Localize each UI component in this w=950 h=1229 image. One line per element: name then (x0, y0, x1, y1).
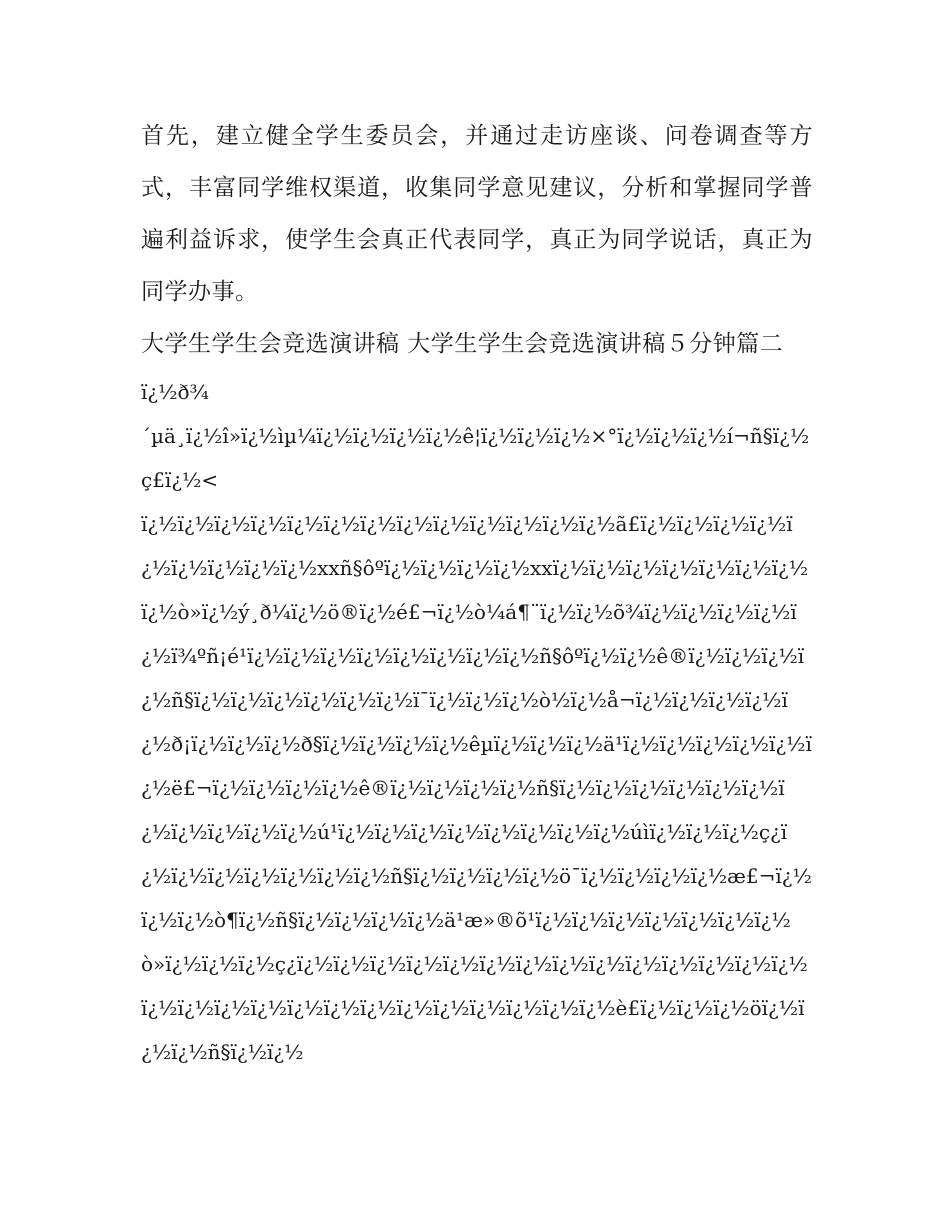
paragraph-text: 首先，建立健全学生委员会，并通过走访座谈、问卷调查等方式，丰富同学维权渠道，收集同学意见建议，分析和掌握同学普遍利益诉求，使学生会真正代表同学，真正为同学说话，真正为同学办事。 (141, 123, 813, 305)
garbled-paragraph: ´µä¸ï¿½î»ï¿½ìµ¼ï¿½ï¿½ï¿½ï¿½ê¦ï¿½ï¿½ï¿½×°ï¿½ï¿½ï¿½í¬ñ§ï¿½ç£ï¿½< (141, 424, 810, 492)
document-page (141, 110, 813, 1074)
garbled-line: ï¿½ð¾ (141, 380, 209, 404)
garbled-paragraph: ï¿½ï¿½ï¿½ï¿½ï¿½ï¿½ï¿½ï¿½ï¿½ï¿½ï¿½ï¿½ï¿½ã£ï¿½ï¿½ï¿½ï¿½ï¿½ï¿½ï¿½ï¿½ï¿½xxñ§ôºï¿½ï¿½ï¿½ï¿½xxï¿½ï¿½ï¿½ï¿½ï¿½ï¿½ï¿½ï¿½ò»ï¿½ý¸ð¼ï¿½ö®ï¿½é£¬ï¿½ò¼á¶¨ï¿½ï¿½õ¾ï¿½ï¿½ï¿½ï¿½ï¿½ï¾ºñ¡é¹ï¿½ï¿½ï¿½ï¿½ï¿½ï¿½ï¿½ï¿½ñ§ôºï¿½ï¿½ê®ï¿½ï¿½ï¿½ï¿½ñ§ï¿½ï¿½ï¿½ï¿½ï¿½ï¿½ï¯ï¿½ï¿½ï¿½ò½ï¿½å¬ï¿½ï¿½ï¿½ï¿½ï¿½ð¡ï¿½ï¿½ï¿½ð§ï¿½ï¿½ï¿½ï¿½êµï¿½ï¿½ï¿½ä¹ï¿½ï¿½ï¿½ï¿½ï¿½ï¿½ë£¬ï¿½ï¿½ï¿½ï¿½ê®ï¿½ï¿½ï¿½ï¿½ñ§ï¿½ï¿½ï¿½ï¿½ï¿½ï¿½ï¿½ï¿½ï¿½ï¿½ï¿½ú¹ï¿½ï¿½ï¿½ï¿½ï¿½ï¿½ï¿½ï¿½úìï¿½ï¿½ï¿½ç¿ï¿½ï¿½ï¿½ï¿½ï¿½ï¿½ï¿½ñ§ï¿½ï¿½ï¿½ï¿½ö¯ï¿½ï¿½ï¿½ï¿½æ£¬ï¿½ï¿½ï¿½ò¶ï¿½ñ§ï¿½ï¿½ï¿½ï¿½ä¹æ»®õ¹ï¿½ï¿½ï¿½ï¿½ï¿½ï¿½ï¿½ò»ï¿½ï¿½ï¿½ç¿ï¿½ï¿½ï¿½ï¿½ï¿½ï¿½ï¿½ï¿½ï¿½ï¿½ï¿½ï¿½ï¿½ï¿½ï¿½ï¿½ï¿½ï¿½ï¿½ï¿½ï¿½ï¿½ï¿½ï¿½ï¿½ï¿½ï¿½è£ï¿½ï¿½ï¿½öï¿½ï¿½ï¿½ñ§ï¿½ï¿½ (141, 512, 812, 1064)
section-heading: 大学生学生会竞选演讲稿 大学生学生会竞选演讲稿５分钟篇二 (141, 331, 784, 357)
